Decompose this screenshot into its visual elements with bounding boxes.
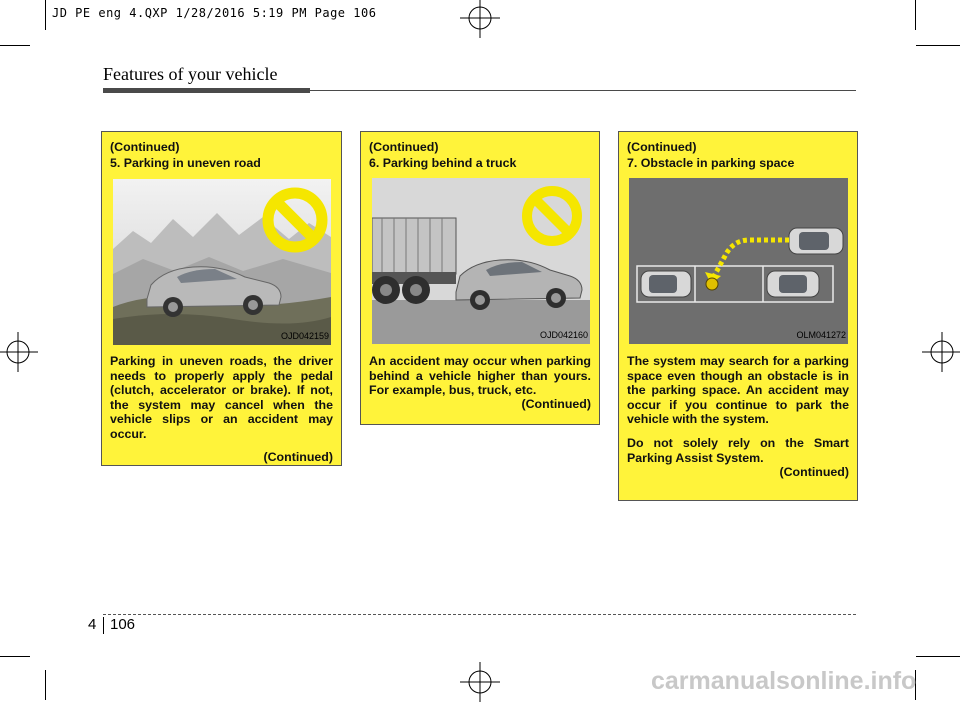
watermark: carmanualsonline.info (651, 667, 917, 695)
card-subheading: 7. Obstacle in parking space (627, 156, 795, 170)
page-number: 106 (110, 616, 136, 633)
card-heading: (Continued) (369, 140, 439, 154)
card-body (627, 354, 849, 480)
registration-mark-top (460, 0, 500, 38)
card-body (369, 354, 591, 411)
card-continued: (Continued) (779, 465, 849, 480)
registration-mark-left (0, 332, 38, 372)
card-subheading: 5. Parking in uneven road (110, 156, 261, 170)
truck-illustration (372, 178, 590, 344)
registration-mark-right (922, 332, 960, 372)
chapter-number: 4 (88, 616, 97, 633)
parking-space-illustration (629, 178, 848, 344)
image-code: OJD042160 (539, 330, 588, 341)
section-title: Features of your vehicle (103, 64, 278, 84)
card-paragraph: Do not solely rely on the Smart Parking Assist System. (627, 435, 849, 465)
card-paragraph: An accident may occur when parking behind a vehicle higher than yours. For example, bus, truck, etc. (369, 354, 591, 398)
card-heading: (Continued) (627, 140, 697, 154)
card-heading: (Continued) (110, 140, 180, 154)
section-title-bar (103, 88, 310, 93)
uneven-road-illustration (113, 179, 331, 345)
card-continued: (Continued) (263, 449, 333, 464)
caution-card-truck (360, 131, 600, 425)
card-paragraph: Parking in uneven roads, the driver needs to properly apply the pedal (clutch, accelerator or brake). If not, the system may cancel when the vehicle slips or an accident may occur. (110, 354, 333, 441)
caution-card-uneven-road (101, 131, 342, 466)
image-code: OLM041272 (796, 330, 846, 341)
card-continued: (Continued) (521, 396, 591, 411)
card-paragraph: The system may search for a parking space even though an obstacle is in the parking space. An accident may occur if you continue to park the vehicle with the system. (627, 354, 849, 427)
card-subheading: 6. Parking behind a truck (369, 156, 517, 170)
caution-card-obstacle (618, 131, 858, 501)
section-title-rule (310, 90, 856, 91)
registration-mark-bottom (460, 662, 500, 702)
card-body (110, 354, 333, 464)
image-code: OJD042159 (280, 331, 329, 342)
footer-rule (103, 614, 856, 615)
page-number-divider (103, 617, 104, 634)
print-header: JD PE eng 4.QXP 1/28/2016 5:19 PM Page 106 (52, 6, 377, 20)
